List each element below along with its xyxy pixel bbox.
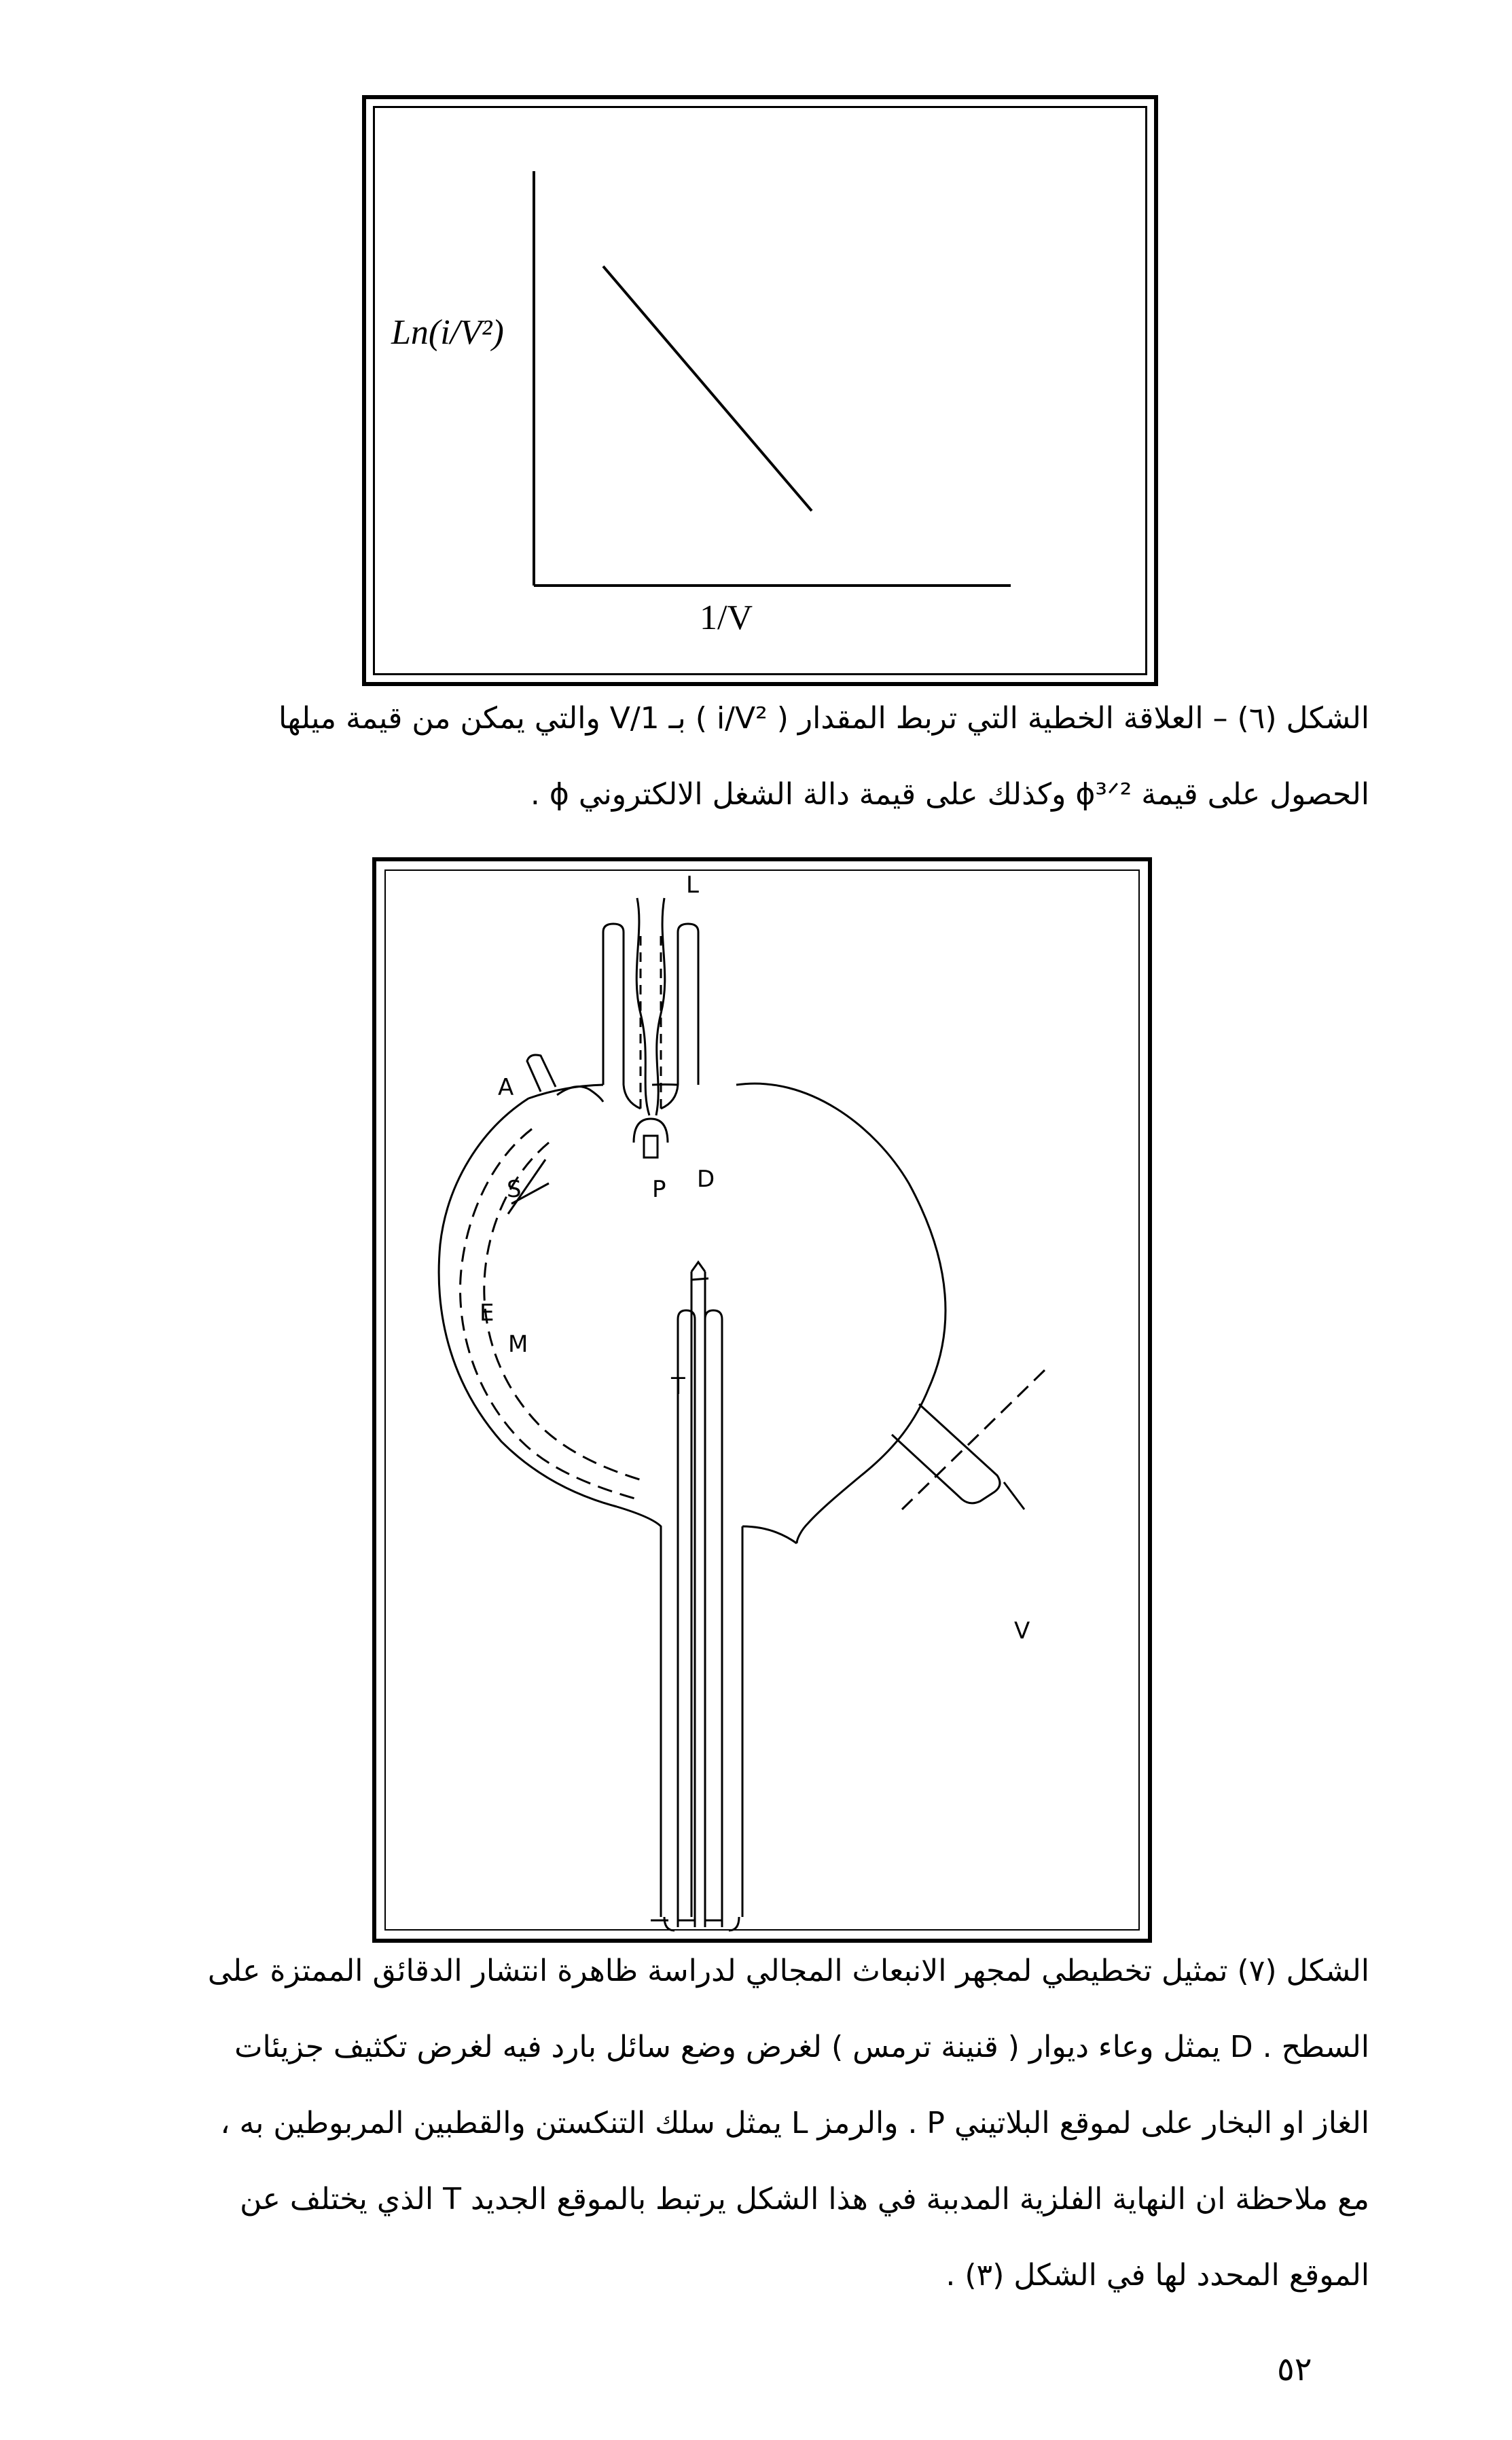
- figure6-plot: [362, 95, 1158, 686]
- caption-line: الموقع المحدد لها في الشكل (٣) .: [946, 2258, 1369, 2293]
- bulb-right-wall: [736, 1083, 946, 1475]
- x-axis-label: 1/V: [700, 598, 753, 637]
- label-S: S: [507, 1176, 522, 1203]
- side-arm-V: [892, 1404, 1000, 1503]
- caption-line: السطح . D يمثل وعاء ديوار ( قنينة ترمس ) لغرض وضع سائل بارد فيه لغرض تكثيف جزيئات: [234, 2030, 1369, 2064]
- bottom-neck-shoulder: [742, 1526, 797, 1543]
- linear-relation-line: [603, 266, 812, 511]
- label-V: V: [1014, 1617, 1030, 1645]
- wire-L: [636, 898, 649, 1115]
- platinum-site-P: [644, 1136, 658, 1158]
- leader-T: [691, 1278, 708, 1280]
- tip-holder-2: [705, 1310, 722, 1927]
- dewar-bottom: [624, 1085, 678, 1109]
- bottom-neck-left: [617, 1507, 661, 1917]
- leader-V: [1004, 1482, 1024, 1509]
- side-arm-A: [527, 1055, 556, 1092]
- label-E: E: [480, 1299, 494, 1327]
- caption-line: الغاز او البخار على لموقع البلاتيني P . والرمز L يمثل سلك التنكستن والقطبين المربوطين به ،: [220, 2106, 1369, 2140]
- top-neck-left: [603, 924, 624, 1085]
- tip-T-rods: [691, 1272, 705, 1917]
- label-T: T: [671, 1373, 685, 1400]
- caption-line: الحصول على قيمة ϕ³ᐟ² وكذلك على قيمة دالة الشغل الالكتروني ϕ .: [530, 777, 1369, 812]
- label-D: D: [697, 1166, 715, 1193]
- neck-bottom: [664, 1917, 739, 1931]
- label-L: L: [686, 872, 699, 899]
- caption-line: الشكل (٧) تمثيل تخطيطي لمجهر الانبعاث المجالي لدراسة ظاهرة انتشار الدقائق الممتزة على: [207, 1954, 1369, 1988]
- v-dashed: [902, 1370, 1045, 1509]
- bulb-lower-right: [797, 1475, 861, 1543]
- label-A: A: [498, 1074, 514, 1101]
- figure6-caption: [147, 681, 1369, 833]
- top-neck-right: [678, 924, 698, 1085]
- page-number: ٥٢: [1277, 2350, 1312, 2388]
- caption-line: الشكل (٦) – العلاقة الخطية التي تربط المقدار ( i/V² ) بـ 1/V والتي يمكن من قيمة ميلها: [278, 701, 1369, 736]
- label-M: M: [508, 1331, 528, 1358]
- caption-line: مع ملاحظة ان النهاية الفلزية المدببة في هذا الشكل يرتبط بالموقع الجديد T الذي يختلف عن: [240, 2182, 1369, 2217]
- y-axis-label: Ln(i/V²): [391, 313, 504, 352]
- figure7-caption: [147, 1933, 1369, 2314]
- bulb-left-wall: [439, 1098, 617, 1507]
- field-emission-microscope-diagram: [372, 857, 1152, 1943]
- p-holder: [634, 1119, 668, 1143]
- tip-T: [691, 1262, 705, 1272]
- label-P: P: [652, 1176, 666, 1203]
